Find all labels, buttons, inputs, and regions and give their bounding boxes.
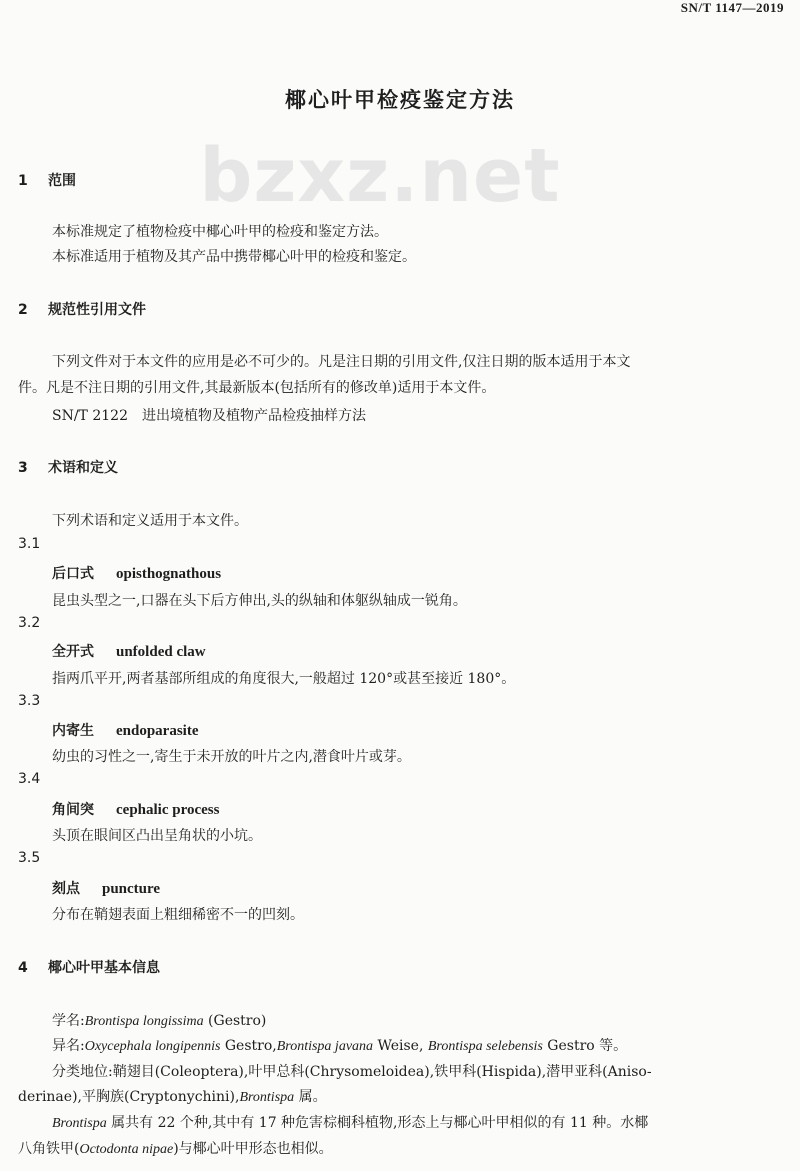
term-english: unfolded claw (116, 644, 206, 660)
document-title: 椰心叶甲检疫鉴定方法 (285, 88, 515, 112)
watermark: bzxz.net (199, 133, 561, 219)
term-english: cephalic process (116, 802, 220, 818)
genus-paragraph-line (18, 1138, 333, 1158)
term-definition: 昆虫头型之一,口器在头下后方伸出,头的纵轴和体躯纵轴成一锐角。 (52, 593, 467, 609)
section-title: 范围 (48, 173, 76, 189)
paragraph: 本标准规定了植物检疫中椰心叶甲的检疫和鉴定方法。 (52, 224, 388, 240)
section-number: 4 (18, 960, 28, 976)
term-number: 3.4 (18, 771, 41, 787)
section-2-heading (18, 299, 146, 319)
paragraph: 下列术语和定义适用于本文件。 (52, 513, 248, 529)
text: 属共有 22 个种,其中有 17 种危害棕榈科植物,形态上与椰心叶甲相似的有 11 种。水椰 (106, 1115, 649, 1131)
section-title: 术语和定义 (48, 460, 118, 476)
term-chinese: 内寄生 (52, 723, 94, 739)
term-english: endoparasite (116, 723, 199, 739)
author: Weise, (373, 1038, 428, 1054)
term-heading (52, 563, 221, 583)
label: 学名: (52, 1013, 85, 1029)
synonym-name: Brontispa javana (276, 1039, 374, 1054)
paragraph-line: 件。凡是不注日期的引用文件,其最新版本(包括所有的修改单)适用于本文件。 (18, 380, 496, 396)
term-chinese: 全开式 (52, 644, 94, 660)
section-1-heading (18, 170, 76, 190)
paragraph-line: 下列文件对于本文件的应用是必不可少的。凡是注日期的引用文件,仅注日期的版本适用于本文 (52, 354, 631, 370)
term-number: 3.5 (18, 850, 41, 866)
standard-code: SN/T 1147—2019 (680, 0, 784, 15)
section-number: 3 (18, 460, 28, 476)
taxonomy-line: 分类地位:鞘翅目(Coleoptera),叶甲总科(Chrysomeloidea),铁甲科(Hispida),潜甲亚科(Aniso- (52, 1064, 652, 1080)
term-number: 3.1 (18, 536, 41, 552)
author: Gestro 等。 (542, 1038, 628, 1054)
term-definition: 分布在鞘翅表面上粗细稀密不一的凹刻。 (52, 907, 304, 923)
genus-name: Brontispa (239, 1090, 295, 1105)
term-heading (52, 720, 199, 740)
scientific-name-line (52, 1010, 266, 1030)
term-definition: 指两爪平开,两者基部所组成的角度很大,一般超过 120°或甚至接近 180°。 (52, 671, 516, 687)
section-number: 1 (18, 173, 28, 189)
term-heading (52, 799, 219, 819)
genus-name: Brontispa (52, 1116, 107, 1131)
normative-reference: SN/T 2122 进出境植物及植物产品检疫抽样方法 (52, 408, 366, 424)
paragraph: 本标准适用于植物及其产品中携带椰心叶甲的检疫和鉴定。 (52, 249, 416, 265)
section-title: 椰心叶甲基本信息 (48, 960, 160, 976)
term-chinese: 刻点 (52, 881, 80, 897)
section-title: 规范性引用文件 (48, 302, 146, 318)
label: 异名: (52, 1038, 85, 1054)
section-4-heading (18, 957, 160, 977)
taxonomy-line (18, 1086, 327, 1106)
term-heading (52, 878, 160, 898)
term-chinese: 角间突 (52, 802, 94, 818)
author: (Gestro) (203, 1013, 267, 1029)
term-english: puncture (102, 881, 161, 897)
term-chinese: 后口式 (52, 566, 94, 582)
text: derinae),平胸族(Cryptonychini), (18, 1089, 240, 1105)
term-heading (52, 641, 206, 661)
term-definition: 头顶在眼间区凸出呈角状的小坑。 (52, 828, 262, 844)
term-definition: 幼虫的习性之一,寄生于未开放的叶片之内,潜食叶片或芽。 (52, 749, 411, 765)
synonym-name: Brontispa selebensis (427, 1039, 543, 1054)
term-number: 3.3 (18, 693, 41, 709)
term-number: 3.2 (18, 615, 41, 631)
species-name: Brontispa longissima (84, 1014, 204, 1029)
text: 八角铁甲( (18, 1141, 80, 1157)
text: 属。 (294, 1089, 327, 1105)
synonym-line (52, 1035, 627, 1055)
species-name: Octodonta nipae (79, 1142, 174, 1157)
text: )与椰心叶甲形态也相似。 (173, 1141, 333, 1157)
section-3-heading (18, 457, 118, 477)
author: Gestro, (220, 1038, 277, 1054)
section-number: 2 (18, 302, 28, 318)
term-english: opisthognathous (116, 566, 222, 582)
synonym-name: Oxycephala longipennis (84, 1039, 221, 1054)
genus-paragraph-line (52, 1112, 648, 1132)
